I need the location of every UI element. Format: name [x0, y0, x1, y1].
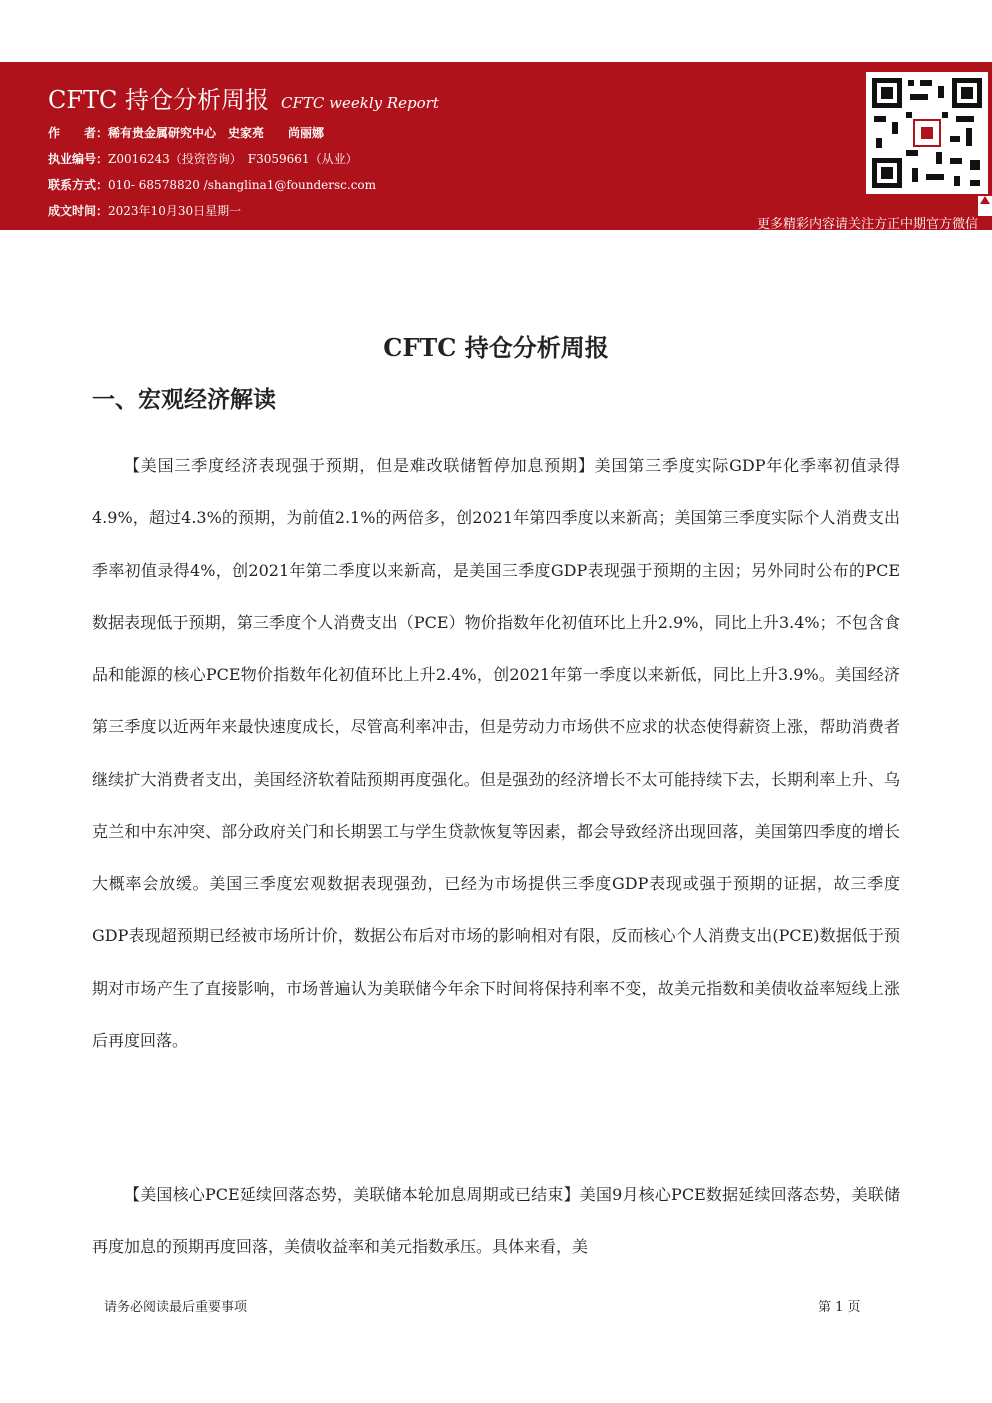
date-value: 2023年10月30日星期一 [108, 204, 242, 218]
report-header-title [48, 80, 439, 115]
author-label: 作 者： [48, 126, 109, 140]
footer-notice: 请务必阅读最后重要事项 [104, 1300, 248, 1315]
author-value: 稀有贵金属研究中心 史家亮 尚丽娜 [108, 126, 325, 140]
date-line [48, 202, 241, 219]
header-title-text: CFTC 持仓分析周报 [48, 86, 270, 114]
section-heading: 一、宏观经济解读 [92, 386, 276, 413]
qr-code-icon [866, 72, 988, 194]
contact-label: 联系方式： [48, 178, 109, 192]
paragraph: 【美国三季度经济表现强于预期，但是难改联储暂停加息预期】美国第三季度实际GDP年化季率初值录得4.9%，超过4.3%的预期，为前值2.1%的两倍多，创2021年第四季度以来新高；美国第三季度实际个人消费支出季率初值录得4%，创2021年第二季度以来新高，是美国三季度GDP表现强于预期的主因；另外同时公布的PCE数据表现低于预期，第三季度个人消费支出（PCE）物价指数年化初值环比上升2.9%，同比上升3.4%；不包含食品和能源的核心PCE物价指数年化初值环比上升2.4%，创2021年第一季度以来新低，同比上升3.9%。美国经济第三季度以近两年来最快速度成长，尽管高利率冲击，但是劳动力市场供不应求的状态使得薪资上涨，帮助消费者继续扩大消费者支出，美国经济软着陆预期再度强化。但是强劲的经济增长不太可能持续下去，长期利率上升、乌克兰和中东冲突、部分政府关门和长期罢工与学生贷款恢复等因素，都会导致经济出现回落，美国第四季度的增长大概率会放缓。美国三季度宏观数据表现强劲，已经为市场提供三季度GDP表现或强于预期的证据，故三季度GDP表现超预期已经被市场所计价，数据公布后对市场的影响相对有限，反而核心个人消费支出(PCE)数据低于预期对市场产生了直接影响，市场普遍认为美联储今年余下时间将保持利率不变，故美元指数和美债收益率短线上涨后再度回落。 [92, 456, 900, 1050]
document-title: CFTC 持仓分析周报 [383, 333, 609, 362]
arrow-up-icon [978, 196, 992, 216]
qr-caption: 更多精彩内容请关注方正中期官方微信 [756, 217, 978, 232]
header-subtitle: CFTC weekly Report [281, 94, 439, 112]
paragraph: 【美国核心PCE延续回落态势，美联储本轮加息周期或已结束】美国9月核心PCE数据延续回落态势，美联储再度加息的预期再度回落，美债收益率和美元指数承压。具体来看，美 [92, 1185, 900, 1257]
date-label: 成文时间： [48, 204, 109, 218]
report-header-banner [0, 62, 992, 230]
license-line [48, 150, 358, 167]
contact-line [48, 176, 376, 193]
contact-value: 010- 68578820 /shanglina1@foundersc.com [108, 178, 377, 192]
license-value: Z0016243（投资咨询） F3059661（从业） [108, 152, 358, 166]
author-line [48, 124, 324, 141]
page-number: 第 1 页 [818, 1300, 861, 1315]
license-label: 执业编号： [48, 152, 109, 166]
